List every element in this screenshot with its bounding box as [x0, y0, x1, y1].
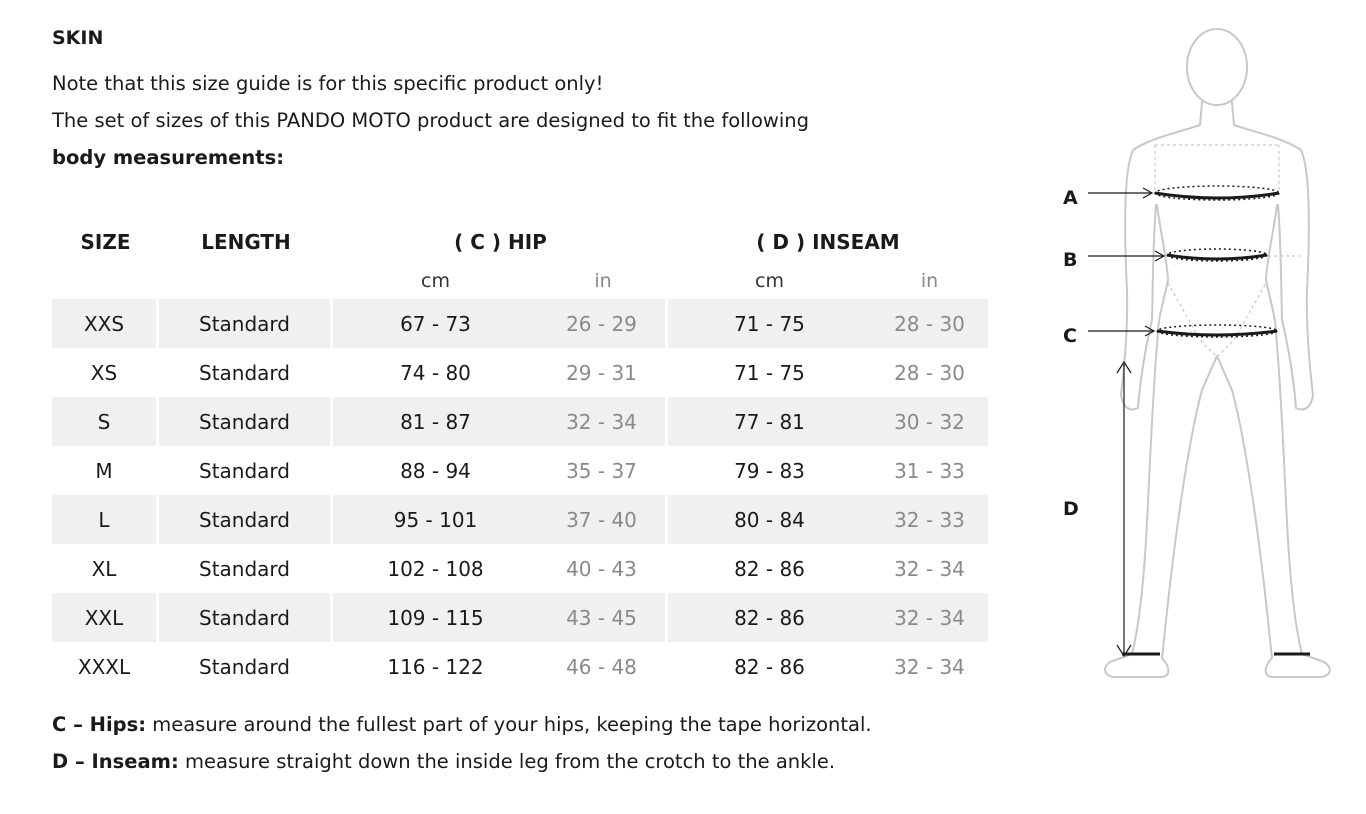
cell-hip-in: 35 - 37 [538, 446, 668, 495]
table-row [52, 642, 988, 691]
table-row [52, 299, 988, 348]
cell-hip-cm: 67 - 73 [333, 299, 538, 348]
cell-inseam-cm: 82 - 86 [668, 593, 871, 642]
cell-hip-cm: 109 - 115 [333, 593, 538, 642]
cell-hip-in: 43 - 45 [538, 593, 668, 642]
cell-inseam-cm: 82 - 86 [734, 556, 805, 581]
cell-length: Standard [159, 397, 333, 446]
table-row [52, 446, 988, 495]
body-measurement-figure [1050, 20, 1350, 700]
label-b: B [1063, 249, 1078, 271]
inseam-description: D – Inseam: measure straight down the inside leg from the crotch to the ankle. [52, 750, 836, 773]
size-table-body [52, 299, 988, 691]
intro-line-1: Note that this size guide is for this specific product only! [52, 72, 604, 95]
unit-hip-cm: cm [421, 269, 450, 292]
table-row [52, 593, 988, 642]
body-outline-illustration [1050, 20, 1350, 700]
cell-hip-in: 32 - 34 [538, 397, 668, 446]
inseam-label: D – Inseam: [52, 750, 179, 773]
cell-inseam-cm: 82 - 86 [734, 654, 805, 679]
cell-hip-in: 37 - 40 [538, 495, 668, 544]
cell-length: Standard [159, 348, 333, 397]
cell-hip-cm: 116 - 122 [387, 654, 484, 679]
cell-inseam-in: 28 - 30 [894, 360, 965, 385]
cell-hip-cm: 95 - 101 [333, 495, 538, 544]
cell-hip-in: 40 - 43 [538, 544, 668, 593]
cell-hip-cm: 102 - 108 [387, 556, 484, 581]
cell-hip-cm: 74 - 80 [400, 360, 471, 385]
table-row [52, 397, 988, 446]
table-row [52, 544, 988, 593]
hips-label: C – Hips: [52, 713, 147, 736]
cell-inseam-in: 32 - 33 [871, 495, 988, 544]
cell-hip-cm: 88 - 94 [400, 458, 471, 483]
cell-inseam-cm: 80 - 84 [668, 495, 871, 544]
cell-size: M [52, 446, 159, 495]
cell-inseam-cm: 79 - 83 [734, 458, 805, 483]
cell-size: XL [52, 544, 159, 593]
cell-inseam-in: 32 - 34 [894, 654, 965, 679]
cell-length: Standard [159, 495, 333, 544]
page-title: SKIN [52, 27, 104, 49]
cell-length: Standard [159, 299, 333, 348]
cell-hip-cm: 81 - 87 [333, 397, 538, 446]
label-c: C [1063, 325, 1077, 347]
header-size: SIZE [80, 230, 131, 254]
cell-size: XXL [52, 593, 159, 642]
label-d: D [1063, 498, 1079, 520]
intro-line-3: body measurements: [52, 146, 285, 169]
guide-dashed-lines [1155, 145, 1300, 357]
cell-length: Standard [159, 544, 333, 593]
header-inseam: ( D ) INSEAM [756, 230, 900, 254]
unit-inseam-cm: cm [755, 269, 784, 292]
cell-inseam-cm: 77 - 81 [668, 397, 871, 446]
header-length: LENGTH [201, 230, 291, 254]
cell-size: XXS [52, 299, 159, 348]
cell-length: Standard [159, 642, 333, 691]
cell-inseam-cm: 71 - 75 [734, 360, 805, 385]
cell-inseam-in: 31 - 33 [894, 458, 965, 483]
cell-length: Standard [159, 593, 333, 642]
cell-size: L [52, 495, 159, 544]
cell-inseam-in: 32 - 34 [894, 556, 965, 581]
label-a: A [1063, 187, 1078, 209]
hips-description: C – Hips: measure around the fullest part of your hips, keeping the tape horizontal. [52, 713, 872, 736]
intro-line-2: The set of sizes of this PANDO MOTO product are designed to fit the following [52, 109, 809, 132]
cell-inseam-cm: 71 - 75 [668, 299, 871, 348]
cell-size: XXXL [52, 642, 159, 691]
body-silhouette [1105, 29, 1330, 677]
cell-inseam-in: 28 - 30 [871, 299, 988, 348]
table-row [52, 495, 988, 544]
cell-size: XS [52, 348, 159, 397]
cell-hip-in: 29 - 31 [538, 348, 668, 397]
table-unit-row [52, 262, 988, 299]
unit-hip-in: in [594, 269, 612, 292]
size-table [52, 222, 988, 691]
cell-inseam-in: 32 - 34 [871, 593, 988, 642]
table-row [52, 348, 988, 397]
cell-inseam-in: 30 - 32 [871, 397, 988, 446]
cell-hip-in: 46 - 48 [538, 642, 668, 691]
unit-inseam-in: in [920, 269, 939, 292]
cell-hip-in: 26 - 29 [538, 299, 668, 348]
cell-size: S [52, 397, 159, 446]
cell-length: Standard [159, 446, 333, 495]
header-hip: ( C ) HIP [454, 230, 547, 254]
table-header-row [52, 222, 988, 262]
